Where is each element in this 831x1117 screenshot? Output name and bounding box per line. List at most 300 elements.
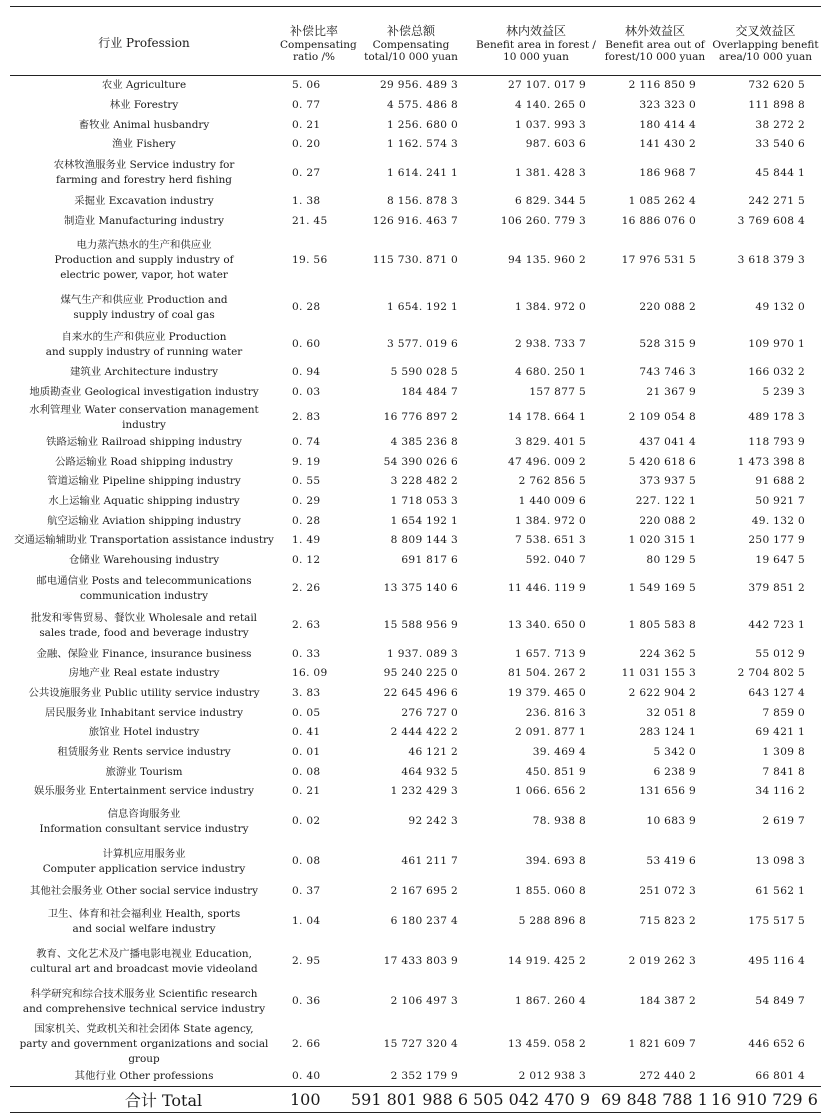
- overlap-cell: 3 618 379 3: [737, 253, 805, 266]
- ratio-cell: 2. 95: [292, 955, 321, 967]
- table-row: [10, 703, 821, 723]
- profession-line: Computer application service industry: [42, 862, 246, 875]
- overlap-cell: 2 619 7: [762, 815, 805, 828]
- profession-line: and supply industry of running water: [45, 345, 243, 358]
- overlap-cell: 242 271 5: [748, 195, 805, 208]
- profession-cell: [10, 802, 278, 842]
- profession-line: 科学研究和综合技术服务业 Scientific research: [30, 987, 258, 1000]
- profession-line: 计算机应用服务业: [102, 847, 186, 860]
- compensating-total-cell: 1 232 429 3: [390, 785, 458, 798]
- profession-cell: [10, 115, 278, 135]
- header-in-forest: 林内效益区 Benefit area in forest / 10 000 yuan: [476, 23, 596, 63]
- overlap-cell: 166 032 2: [748, 366, 805, 379]
- profession-cell: [10, 1022, 278, 1067]
- table-row: [10, 403, 821, 433]
- header-overlap: 交叉效益区 Overlapping benefit area/10 000 yuan: [712, 23, 819, 63]
- profession-line: 管道运输业 Pipeline shipping industry: [47, 475, 241, 488]
- compensating-total-cell: 2 352 179 9: [390, 1069, 458, 1082]
- ratio-cell: 2. 26: [292, 582, 321, 595]
- total-label: 合计 Total: [10, 1087, 278, 1113]
- compensating-total-cell: 13 375 140 6: [383, 582, 458, 595]
- profession-line: 电力蒸汽热水的生产和供应业: [76, 238, 212, 251]
- out-forest-cell: 80 129 5: [646, 553, 696, 566]
- table-row: [10, 492, 821, 512]
- profession-cell: [10, 551, 278, 571]
- in-forest-cell: 7 538. 651 3: [515, 534, 586, 547]
- out-forest-cell: 17 976 531 5: [621, 253, 696, 266]
- in-forest-cell: 106 260. 779 3: [500, 214, 586, 227]
- profession-cell: [10, 363, 278, 383]
- profession-cell: [10, 782, 278, 802]
- in-forest-cell: 19 379. 465 0: [507, 687, 586, 700]
- compensating-total-cell: 92 242 3: [408, 815, 458, 828]
- profession-cell: [10, 664, 278, 684]
- compensating-total-cell: 15 588 956 9: [383, 619, 458, 632]
- ratio-cell: 2. 83: [292, 411, 321, 423]
- in-forest-cell: 6 829. 344 5: [515, 195, 586, 208]
- overlap-cell: 446 652 6: [748, 1037, 805, 1050]
- ratio-cell: 0. 28: [292, 301, 321, 314]
- table-row: [10, 802, 821, 842]
- profession-line: 采掘业 Excavation industry: [74, 195, 214, 208]
- profession-cell: [10, 76, 278, 96]
- overlap-cell: 49 132 0: [755, 301, 805, 314]
- compensating-total-cell: 4 575. 486 8: [387, 99, 458, 112]
- profession-cell: [10, 403, 278, 433]
- ratio-cell: 0. 01: [292, 746, 321, 759]
- table-row: [10, 1022, 821, 1067]
- out-forest-cell: 251 072 3: [639, 885, 696, 898]
- compensating-total-cell: 126 916. 463 7: [372, 214, 458, 227]
- out-forest-cell: 1 549 169 5: [628, 582, 696, 595]
- overlap-cell: 49. 132 0: [751, 514, 805, 527]
- ratio-cell: 0. 37: [292, 885, 321, 898]
- table-row: [10, 1067, 821, 1087]
- in-forest-cell: 1 066. 656 2: [515, 785, 586, 798]
- out-forest-cell: 220 088 2: [639, 301, 696, 314]
- compensating-total-cell: 2 444 422 2: [390, 726, 458, 739]
- profession-line: and social welfare industry: [72, 922, 216, 935]
- out-forest-cell: 227. 122 1: [635, 494, 696, 507]
- header-ratio: 补偿比率 Compensating ratio /%: [280, 23, 357, 63]
- ratio-cell: 0. 08: [292, 855, 321, 868]
- out-forest-cell: 11 031 155 3: [621, 667, 696, 680]
- total-compensating: 591 801 988 6: [350, 1087, 472, 1113]
- header-out-forest: 林外效益区 Benefit area out of forest/10 000 yuan: [604, 23, 706, 63]
- table-row: [10, 363, 821, 383]
- in-forest-cell: 1 037. 993 3: [515, 118, 586, 131]
- compensating-total-cell: 3 577. 019 6: [387, 338, 458, 351]
- profession-line: 旅游业 Tourism: [105, 765, 183, 778]
- out-forest-cell: 1 821 609 7: [628, 1037, 696, 1050]
- profession-line: 煤气生产和供应业 Production and: [60, 293, 228, 306]
- ratio-cell: 1. 38: [292, 195, 321, 208]
- out-forest-cell: 5 420 618 6: [628, 455, 696, 468]
- profession-line: 其他社会服务业 Other social service industry: [29, 885, 258, 898]
- in-forest-cell: 94 135. 960 2: [507, 253, 586, 266]
- profession-cell: [10, 383, 278, 403]
- in-forest-cell: 236. 816 3: [525, 706, 586, 719]
- compensating-total-cell: 1 162. 574 3: [387, 138, 458, 151]
- out-forest-cell: 10 683 9: [646, 815, 696, 828]
- profession-line: 其他行业 Other professions: [74, 1069, 214, 1082]
- overlap-cell: 643 127 4: [748, 687, 805, 700]
- profession-cell: [10, 511, 278, 531]
- compensating-total-cell: 2 167 695 2: [390, 885, 458, 898]
- out-forest-cell: 715 823 2: [639, 915, 696, 927]
- table-row: [10, 289, 821, 326]
- out-forest-cell: 2 622 904 2: [628, 687, 696, 700]
- overlap-cell: 38 272 2: [755, 118, 805, 131]
- in-forest-cell: 14 919. 425 2: [507, 955, 586, 967]
- table-row: [10, 942, 821, 982]
- overlap-cell: 34 116 2: [755, 785, 805, 798]
- table-row: [10, 644, 821, 664]
- profession-cell: [10, 211, 278, 231]
- profession-line: 交通运输辅助业 Transportation assistance industry: [14, 534, 274, 547]
- in-forest-cell: 3 829. 401 5: [515, 435, 586, 448]
- profession-line: 娱乐服务业 Entertainment service industry: [34, 785, 254, 798]
- in-forest-cell: 39. 469 4: [532, 746, 586, 759]
- overlap-cell: 250 177 9: [748, 534, 805, 547]
- overlap-cell: 3 769 608 4: [737, 214, 805, 227]
- overlap-cell: 19 647 5: [755, 553, 805, 566]
- profession-line: 卫生、体育和社会福利业 Health, sports: [47, 907, 241, 920]
- ratio-cell: 0. 40: [292, 1069, 321, 1082]
- ratio-cell: 0. 77: [292, 99, 321, 112]
- compensating-total-cell: 3 228 482 2: [390, 475, 458, 488]
- out-forest-cell: 323 323 0: [639, 99, 696, 112]
- profession-cell: [10, 982, 278, 1022]
- compensating-total-cell: 8 156. 878 3: [387, 195, 458, 208]
- overlap-cell: 7 859 0: [762, 706, 805, 719]
- compensating-total-cell: 8 809 144 3: [390, 534, 458, 547]
- profession-line: electric power, vapor, hot water: [60, 268, 228, 281]
- data-table-container: [10, 6, 821, 1113]
- profession-line: 制造业 Manufacturing industry: [63, 214, 225, 227]
- table-body: [10, 76, 821, 1087]
- overlap-cell: 1 309 8: [762, 746, 805, 759]
- profession-line: 自来水的生产和供应业 Production: [61, 330, 227, 343]
- table-row: [10, 472, 821, 492]
- compensating-total-cell: 16 776 897 2: [383, 411, 458, 423]
- compensating-total-cell: 461 211 7: [401, 855, 458, 868]
- out-forest-cell: 32 051 8: [646, 706, 696, 719]
- profession-cell: [10, 531, 278, 551]
- out-forest-cell: 2 109 054 8: [628, 411, 696, 423]
- ratio-cell: 0. 33: [292, 647, 321, 660]
- ratio-cell: 0. 27: [292, 166, 321, 179]
- ratio-cell: 0. 21: [292, 118, 321, 131]
- out-forest-cell: 373 937 5: [639, 475, 696, 488]
- in-forest-cell: 81 504. 267 2: [507, 667, 586, 680]
- compensating-total-cell: 17 433 803 9: [383, 955, 458, 967]
- in-forest-cell: 1 867. 260 4: [515, 995, 586, 1007]
- ratio-cell: 0. 12: [292, 553, 321, 566]
- compensating-total-cell: 115 730. 871 0: [372, 253, 458, 266]
- in-forest-cell: 47 496. 009 2: [507, 455, 586, 468]
- overlap-cell: 45 844 1: [755, 166, 805, 179]
- in-forest-cell: 1 381. 428 3: [515, 166, 586, 179]
- ratio-cell: 2. 66: [292, 1037, 321, 1050]
- out-forest-cell: 2 019 262 3: [628, 955, 696, 967]
- table-row: [10, 326, 821, 363]
- profession-line: farming and forestry herd fishing: [56, 174, 232, 187]
- table-row: [10, 452, 821, 472]
- profession-line: 仓储业 Warehousing industry: [68, 553, 220, 566]
- overlap-cell: 379 851 2: [748, 582, 805, 595]
- compensating-total-cell: 1 256. 680 0: [387, 118, 458, 131]
- overlap-cell: 442 723 1: [748, 619, 805, 632]
- profession-line: communication industry: [80, 589, 208, 602]
- out-forest-cell: 2 116 850 9: [628, 79, 696, 92]
- overlap-cell: 7 841 8: [762, 765, 805, 778]
- profession-line: 水上运输业 Aquatic shipping industry: [48, 494, 240, 507]
- profession-cell: [10, 96, 278, 116]
- overlap-cell: 66 801 4: [755, 1069, 805, 1082]
- profession-line: sales trade, food and beverage industry: [39, 626, 249, 639]
- out-forest-cell: 1 805 583 8: [628, 619, 696, 632]
- compensating-total-cell: 29 956. 489 3: [379, 79, 458, 92]
- ratio-cell: 21. 45: [292, 214, 328, 227]
- table-row: [10, 192, 821, 212]
- out-forest-cell: 53 419 6: [646, 855, 696, 868]
- compensating-total-cell: 5 590 028 5: [390, 366, 458, 379]
- out-forest-cell: 1 085 262 4: [628, 195, 696, 208]
- profession-cell: [10, 472, 278, 492]
- out-forest-cell: 272 440 2: [639, 1069, 696, 1082]
- compensating-total-cell: 54 390 026 6: [383, 455, 458, 468]
- out-forest-cell: 141 430 2: [639, 138, 696, 151]
- out-forest-cell: 21 367 9: [646, 386, 696, 399]
- profession-cell: [10, 842, 278, 882]
- profession-cell: [10, 433, 278, 453]
- overlap-cell: 495 116 4: [748, 955, 805, 967]
- total-ratio: 100: [278, 1087, 350, 1113]
- out-forest-cell: 16 886 076 0: [621, 214, 696, 227]
- in-forest-cell: 5 288 896 8: [518, 915, 586, 927]
- table-row: [10, 664, 821, 684]
- overlap-cell: 54 849 7: [755, 995, 805, 1007]
- compensating-total-cell: 1 937. 089 3: [387, 647, 458, 660]
- in-forest-cell: 2 091. 877 1: [515, 726, 586, 739]
- profession-line: 邮电通信业 Posts and telecommunications: [36, 574, 252, 587]
- out-forest-cell: 220 088 2: [639, 514, 696, 527]
- header-profession: 行业 Profession: [98, 35, 190, 50]
- profession-line: 公路运输业 Road shipping industry: [55, 455, 233, 468]
- ratio-cell: 0. 05: [292, 706, 321, 719]
- ratio-cell: 0. 08: [292, 765, 321, 778]
- out-forest-cell: 1 020 315 1: [628, 534, 696, 547]
- profession-line: Information consultant service industry: [39, 822, 249, 835]
- profession-cell: [10, 570, 278, 607]
- ratio-cell: 0. 02: [292, 815, 321, 828]
- table-row: [10, 531, 821, 551]
- profession-cell: [10, 607, 278, 644]
- ratio-cell: 0. 55: [292, 475, 321, 488]
- profession-cell: [10, 452, 278, 472]
- profession-line: 旅馆业 Hotel industry: [88, 726, 200, 739]
- table-row: [10, 982, 821, 1022]
- profession-cell: [10, 762, 278, 782]
- profession-line: supply industry of coal gas: [73, 308, 215, 321]
- in-forest-cell: 27 107. 017 9: [507, 79, 586, 92]
- compensating-total-cell: 1 718 053 3: [390, 494, 458, 507]
- overlap-cell: 91 688 2: [755, 475, 805, 488]
- ratio-cell: 0. 60: [292, 338, 321, 351]
- ratio-cell: 9. 19: [292, 455, 321, 468]
- out-forest-cell: 5 342 0: [653, 746, 696, 759]
- in-forest-cell: 394. 693 8: [525, 855, 586, 868]
- profession-line: 农林牧渔服务业 Service industry for: [53, 159, 235, 172]
- profession-line: 公共设施服务业 Public utility service industry: [28, 687, 260, 700]
- table-row: [10, 607, 821, 644]
- compensating-total-cell: 184 484 7: [401, 386, 458, 399]
- ratio-cell: 3. 83: [292, 687, 321, 700]
- ratio-cell: 0. 28: [292, 514, 321, 527]
- overlap-cell: 61 562 1: [755, 885, 805, 898]
- overlap-cell: 1 473 398 8: [737, 455, 805, 468]
- overlap-cell: 109 970 1: [748, 338, 805, 351]
- profession-line: 批发和零售贸易、餐饮业 Wholesale and retail: [31, 611, 257, 624]
- overlap-cell: 175 517 5: [748, 915, 805, 927]
- profession-line: Production and supply industry of: [54, 253, 234, 266]
- ratio-cell: 2. 63: [292, 619, 321, 632]
- table-row: [10, 511, 821, 531]
- profession-cell: [10, 882, 278, 902]
- profession-line: 信息咨询服务业: [107, 807, 181, 820]
- in-forest-cell: 11 446. 119 9: [507, 582, 586, 595]
- overlap-cell: 69 421 1: [755, 726, 805, 739]
- profession-cell: [10, 192, 278, 212]
- table-row: [10, 383, 821, 403]
- profession-line: 教育、文化艺术及广播电影电视业 Education,: [36, 947, 252, 960]
- table-row: [10, 882, 821, 902]
- in-forest-cell: 2 012 938 3: [518, 1069, 586, 1082]
- profession-line: 渔业 Fishery: [112, 138, 176, 151]
- ratio-cell: 0. 74: [292, 435, 321, 448]
- profession-line: 建筑业 Architecture industry: [70, 366, 218, 379]
- ratio-cell: 0. 94: [292, 366, 321, 379]
- profession-line: 林业 Forestry: [109, 99, 179, 112]
- out-forest-cell: 180 414 4: [639, 118, 696, 131]
- profession-cell: [10, 684, 278, 704]
- overlap-cell: 111 898 8: [748, 99, 805, 112]
- table-row: [10, 684, 821, 704]
- table-row: [10, 115, 821, 135]
- in-forest-cell: 13 459. 058 2: [507, 1037, 586, 1050]
- out-forest-cell: 528 315 9: [639, 338, 696, 351]
- in-forest-cell: 450. 851 9: [525, 765, 586, 778]
- ratio-cell: 1. 04: [292, 915, 321, 927]
- profession-line: 水利管理业 Water conservation management industry: [29, 403, 259, 431]
- out-forest-cell: 743 746 3: [639, 366, 696, 379]
- profession-line: 租赁服务业 Rents service industry: [57, 746, 231, 759]
- ratio-cell: 1. 49: [292, 534, 321, 547]
- in-forest-cell: 4 680. 250 1: [515, 366, 586, 379]
- profession-cell: [10, 942, 278, 982]
- in-forest-cell: 1 384. 972 0: [515, 514, 586, 527]
- compensating-total-cell: 15 727 320 4: [383, 1037, 458, 1050]
- table-row: [10, 743, 821, 763]
- header-total: 补偿总额 Compensating total/10 000 yuan: [364, 23, 458, 63]
- compensating-total-cell: 1 654 192 1: [390, 514, 458, 527]
- overlap-cell: 13 098 3: [755, 855, 805, 868]
- profession-cell: [10, 155, 278, 192]
- compensating-total-cell: 464 932 5: [401, 765, 458, 778]
- in-forest-cell: 1 440 009 6: [518, 494, 586, 507]
- compensation-table: [10, 6, 821, 1113]
- out-forest-cell: 184 387 2: [639, 995, 696, 1007]
- total-in-forest: 505 042 470 9: [472, 1087, 600, 1113]
- profession-line: and comprehensive technical service industry: [22, 1002, 266, 1015]
- profession-line: party and government organizations and social group: [19, 1037, 269, 1065]
- profession-cell: [10, 492, 278, 512]
- ratio-cell: 0. 41: [292, 726, 321, 739]
- compensating-total-cell: 1 614. 241 1: [387, 166, 458, 179]
- out-forest-cell: 6 238 9: [653, 765, 696, 778]
- compensating-total-cell: 276 727 0: [401, 706, 458, 719]
- profession-line: 居民服务业 Inhabitant service industry: [44, 706, 244, 719]
- table-row: [10, 135, 821, 155]
- table-row: [10, 570, 821, 607]
- in-forest-cell: 157 877 5: [529, 386, 586, 399]
- in-forest-cell: 2 938. 733 7: [515, 338, 586, 351]
- table-total-row: [10, 1087, 821, 1113]
- ratio-cell: 0. 21: [292, 785, 321, 798]
- compensating-total-cell: 95 240 225 0: [383, 667, 458, 680]
- overlap-cell: 118 793 9: [748, 435, 805, 448]
- table-row: [10, 155, 821, 192]
- out-forest-cell: 224 362 5: [639, 647, 696, 660]
- profession-line: 地质勘查业 Geological investigation industry: [29, 386, 259, 399]
- compensating-total-cell: 691 817 6: [401, 553, 458, 566]
- in-forest-cell: 1 657. 713 9: [515, 647, 586, 660]
- total-overlap: 16 910 729 6: [710, 1087, 821, 1113]
- table-row: [10, 96, 821, 116]
- out-forest-cell: 131 656 9: [639, 785, 696, 798]
- overlap-cell: 50 921 7: [755, 494, 805, 507]
- profession-cell: [10, 135, 278, 155]
- compensating-total-cell: 22 645 496 6: [383, 687, 458, 700]
- overlap-cell: 489 178 3: [748, 411, 805, 423]
- profession-cell: [10, 289, 278, 326]
- profession-line: 国家机关、党政机关和社会团体 State agency,: [34, 1022, 254, 1035]
- profession-line: 畜牧业 Animal husbandry: [78, 118, 210, 131]
- compensating-total-cell: 46 121 2: [408, 746, 458, 759]
- compensating-total-cell: 2 106 497 3: [390, 995, 458, 1007]
- in-forest-cell: 592. 040 7: [525, 553, 586, 566]
- in-forest-cell: 78. 938 8: [532, 815, 586, 828]
- profession-cell: [10, 1067, 278, 1087]
- overlap-cell: 2 704 802 5: [737, 667, 805, 680]
- table-row: [10, 76, 821, 96]
- out-forest-cell: 437 041 4: [639, 435, 696, 448]
- compensating-total-cell: 6 180 237 4: [390, 915, 458, 927]
- in-forest-cell: 2 762 856 5: [518, 475, 586, 488]
- profession-line: 金融、保险业 Finance, insurance business: [36, 647, 252, 660]
- in-forest-cell: 1 855. 060 8: [515, 885, 586, 898]
- compensating-total-cell: 4 385 236 8: [390, 435, 458, 448]
- table-row: [10, 551, 821, 571]
- profession-cell: [10, 231, 278, 289]
- overlap-cell: 33 540 6: [755, 138, 805, 151]
- ratio-cell: 0. 03: [292, 386, 321, 399]
- profession-line: 航空运输业 Aviation shipping industry: [47, 514, 241, 527]
- ratio-cell: 5. 06: [292, 79, 321, 92]
- in-forest-cell: 1 384. 972 0: [515, 301, 586, 314]
- table-row: [10, 231, 821, 289]
